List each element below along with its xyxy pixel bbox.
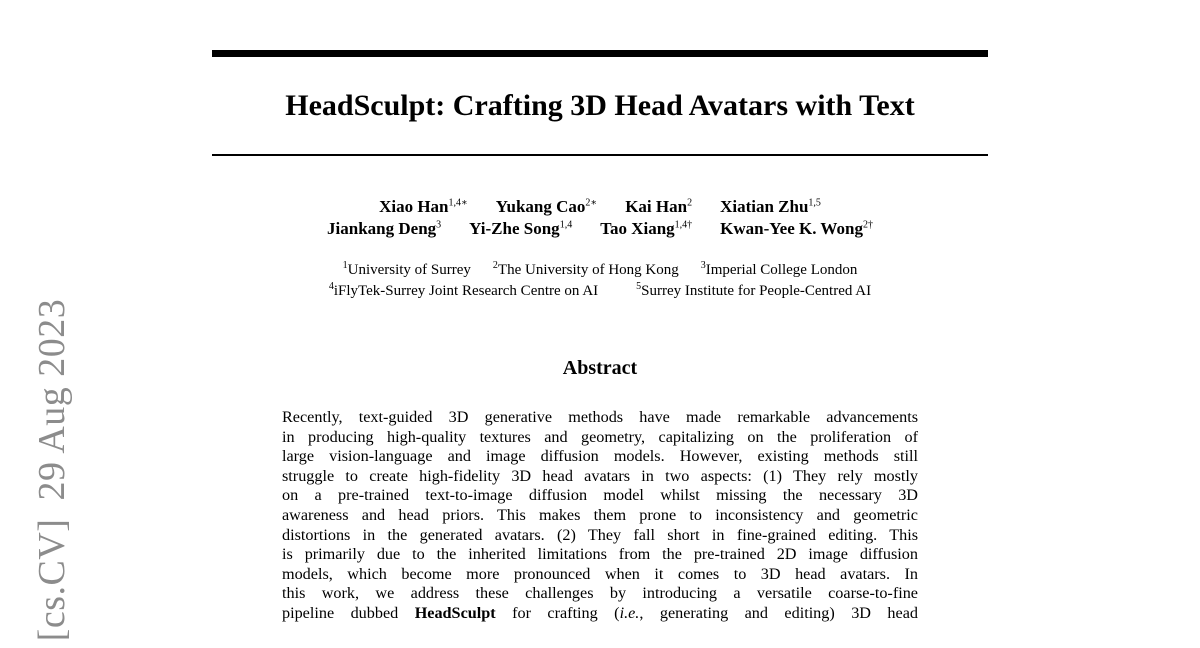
method-name: HeadSculpt	[414, 603, 496, 622]
affiliation-row-1	[212, 260, 988, 281]
author-row-2	[212, 218, 988, 240]
author: Yi-Zhe Song$^{1,4}$	[469, 219, 573, 238]
arxiv-date: 29 Aug 2023	[31, 298, 73, 501]
author-block	[212, 196, 988, 240]
arxiv-stamp	[30, 299, 74, 642]
abstract-heading: Abstract	[562, 357, 638, 379]
author-row-1	[212, 196, 988, 218]
abstract-line: in producing high-quality textures and geometry, capitalizing on the proliferation of	[282, 427, 918, 446]
affiliation-block	[212, 260, 988, 302]
author: Kwan-Yee K. Wong$^{2\dagger}$	[720, 219, 873, 238]
affiliation-row-2	[212, 281, 988, 302]
title-top-rule	[212, 50, 988, 57]
author: Xiao Han$^{1,4∗}$	[379, 197, 468, 216]
title-bottom-rule	[212, 154, 988, 156]
abstract-line: is primarily due to the inherited limitations from the pre-trained 2D image diffusion	[282, 545, 918, 564]
abstract-line: struggle to create high-fidelity 3D head avatars in two aspects: (1) They rely mostly	[282, 466, 918, 485]
abstract-line: models, which become more pronounced when it comes to 3D head avatars. In	[282, 564, 918, 583]
author: Tao Xiang$^{1,4\dagger}$	[600, 219, 693, 238]
author: Kai Han$^2$	[625, 197, 693, 216]
abstract-line: Recently, text-guided 3D generative methods have made remarkable advancements	[282, 408, 918, 426]
abstract-line: this work, we address these challenges by introducing a versatile coarse-to-fine	[282, 584, 918, 603]
abstract-line-last: pipeline dubbed HeadSculpt for crafting (i.e., generating and editing) 3D head	[282, 603, 918, 622]
abstract-line: distortions in the generated avatars. (2) They fall short in fine-grained editing. This	[282, 525, 918, 544]
affiliation: $^1$University of Surrey	[342, 260, 471, 278]
affiliation: $^2$The University of Hong Kong	[492, 260, 679, 278]
abstract-line: awareness and head priors. This makes them prone to inconsistency and geometric	[282, 505, 918, 524]
paper-title: HeadSculpt: Crafting 3D Head Avatars with Text	[285, 89, 915, 122]
arxiv-category: [cs.CV]	[31, 518, 73, 642]
abstract-line: large vision-language and image diffusion models. However, existing methods still	[282, 447, 918, 466]
author: Xiatian Zhu$^{1,5}$	[720, 197, 821, 216]
affiliation: $^4$iFlyTek-Surrey Joint Research Centre on AI	[328, 281, 599, 299]
abstract-body	[282, 408, 918, 624]
affiliation: $^3$Imperial College London	[700, 260, 858, 278]
abstract-line: on a pre-trained text-to-image diffusion model whilst missing the necessary 3D	[282, 486, 918, 505]
affiliation: $^5$Surrey Institute for People-Centred AI	[636, 281, 872, 299]
author: Yukang Cao$^{2∗}$	[495, 197, 598, 216]
author: Jiankang Deng$^3$	[327, 219, 442, 238]
